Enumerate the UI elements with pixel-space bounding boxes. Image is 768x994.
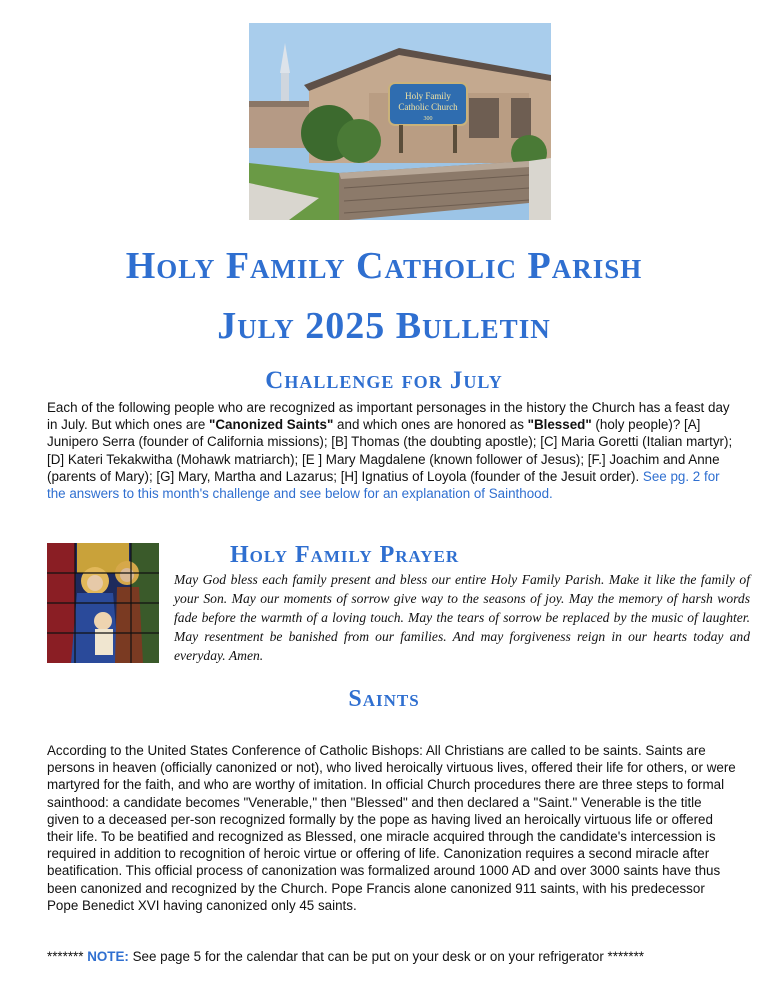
sign-line2: Catholic Church: [398, 102, 458, 112]
sign-number: 300: [423, 116, 433, 122]
challenge-text-b: and which ones are honored as: [333, 417, 528, 433]
prayer-text: May God bless each family present and bless our entire Holy Family Parish. Make it like the family of your Son. May our moments of sorrow give way to the seasons of joy. May the memory of harsh words fade before the warmth of a loving touch. May the tears of sorrow be replaced by the music of laughter. May resentment be banished from our families. And may forgiveness reign in our hearts today and everyday. Amen.: [174, 572, 750, 663]
saints-title: Saints: [348, 686, 420, 712]
note-stars-right: *******: [607, 949, 644, 964]
challenge-text-c: (holy people)? [A] Junipero Serra (founder of California missions); [B] Thomas (the doubting apostle); [C] Maria Goretti (Italian martyr); [D] Kateri Tekakwitha (Mohawk matriarch); [E ] Mary Magdalene (known follower of Jesus); [F.] Joachim and Anne (parents of Mary); [G] Mary, Martha and Lazarus; [H] Ignatius of Loyola (founder of the Jesuit order).: [47, 417, 733, 484]
challenge-text-a: Each of the following people who are recognized as important personages in the history the Church has a feast day in July. But which ones are: [47, 400, 730, 433]
note-stars-left: *******: [47, 949, 84, 964]
note-label: NOTE:: [87, 949, 129, 964]
blessed-term: "Blessed": [527, 417, 592, 433]
sign-line1: Holy Family: [405, 91, 451, 101]
canonized-saints-term: "Canonized Saints": [209, 417, 334, 433]
prayer-title: Holy Family Prayer: [230, 542, 460, 568]
challenge-paragraph: [47, 399, 737, 502]
saints-paragraph: According to the United States Conference of Catholic Bishops: All Christians are called to be saints. Saints are persons in heaven (officially canonized or not), who lived heroically virtuous lives, offered their life for others, or were martyred for the faith, and who are worthy of imitation. In official Church procedures there are three steps to formal sainthood: a candidate becomes "Venerable," then "Blessed" and then declared a "Saint." Venerable is the title given to a deceased per-son recognized formally by the pope as having lived an heroically virtuous life or offered their life. To be beatified and recognized as Blessed, one miracle acquired through the candidate's intercession is required in addition to recognition of heroic virtue or offering of life. Canonization requires a second miracle after beatification. This official process of canonization was formalized around 1000 AD and over 3000 saints have thus been canonized and recognized by the Church. Pope Francis alone canonized 911 saints, with his predecessor Pope Benedict XVI having canonized only 45 saints.: [47, 743, 736, 913]
church-photo: [249, 23, 551, 220]
challenge-title: Challenge for July: [265, 367, 503, 394]
bulletin-title: July 2025 Bulletin: [217, 305, 551, 347]
parish-name: Holy Family Catholic Parish: [125, 245, 643, 287]
note-text: See page 5 for the calendar that can be put on your desk or on your refrigerator: [128, 949, 608, 964]
calendar-note: [47, 949, 644, 964]
holy-family-stained-glass-image: [47, 543, 159, 663]
challenge-answers-note: See pg. 2 for the answers to this month's challenge and see below for an explanation of Sainthood.: [47, 468, 720, 502]
